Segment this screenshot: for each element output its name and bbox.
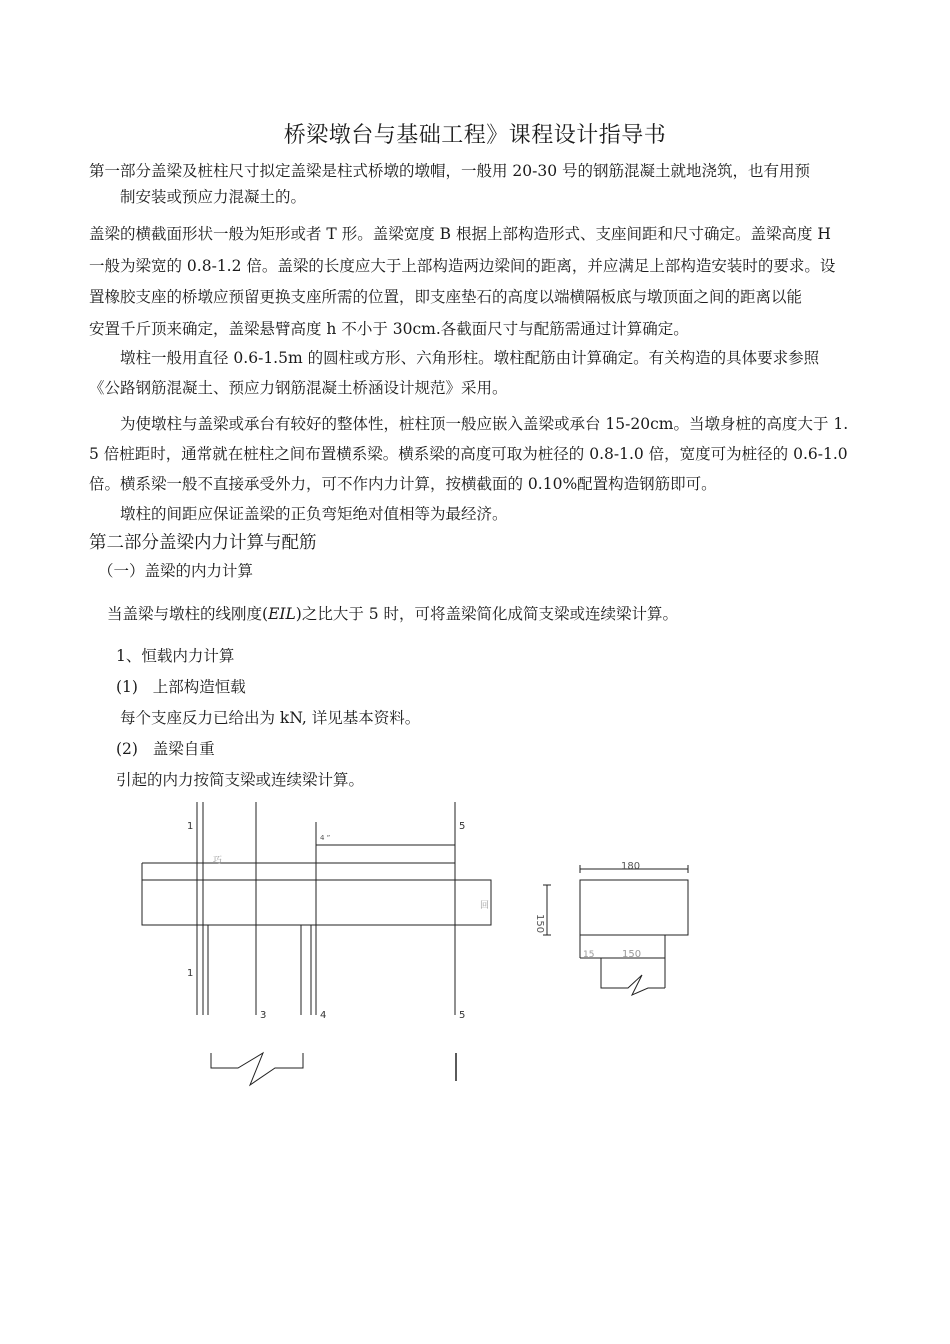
drawing-dimension: 150 bbox=[622, 949, 642, 960]
drawing-dimension: 15 bbox=[583, 950, 595, 960]
drawing-dimension: 150 bbox=[534, 914, 545, 934]
paragraph-line: 盖梁的横截面形状一般为矩形或者 T 形。盖梁宽度 B 根据上部构造形式、支座间距和尺寸确定。盖梁高度 H bbox=[89, 225, 831, 243]
drawing-label: 5 bbox=[459, 1010, 466, 1021]
self-weight-text: 引起的内力按简支梁或连续梁计算。 bbox=[116, 771, 365, 789]
cap-beam-self-weight-item: (2) 盖梁自重 bbox=[116, 740, 215, 758]
drawing-label: 1 bbox=[187, 968, 194, 979]
part1-paragraph-1-line: 制安装或预应力混凝土的。 bbox=[120, 188, 307, 206]
paragraph-text: )之比大于 5 时，可将盖梁简化成简支梁或连续梁计算。 bbox=[295, 605, 679, 623]
eil-symbol: EIL bbox=[268, 605, 296, 623]
support-reaction-text: 每个支座反力已给出为 kN, 详见基本资料。 bbox=[120, 709, 421, 727]
paragraph-line: 墩柱一般用直径 0.6-1.5m 的圆柱或方形、六角形柱。墩柱配筋由计算确定。有关构造的具体要求参照 bbox=[120, 349, 820, 367]
dead-load-heading: 1、恒载内力计算 bbox=[116, 647, 235, 665]
paragraph-line: 倍。横系梁一般不直接承受外力，可不作内力计算，按横截面的 0.10%配置构造钢筋即可。 bbox=[89, 475, 717, 493]
part2-heading: 第二部分盖梁内力计算与配筋 bbox=[89, 533, 317, 553]
paragraph-line: 为使墩柱与盖梁或承台有较好的整体性，桩柱顶一般应嵌入盖梁或承台 15-20cm。当墩身桩的高度大于 1. bbox=[120, 415, 849, 433]
paragraph-text: 当盖梁与墩柱的线刚度( bbox=[107, 605, 269, 623]
part2-subheading: （一）盖梁的内力计算 bbox=[98, 562, 254, 580]
paragraph-line: 《公路钢筋混凝土、预应力钢筋混凝土桥涵设计规范》采用。 bbox=[89, 379, 508, 397]
drawing-label: 1 bbox=[187, 821, 194, 832]
drawing-label: 回 bbox=[480, 901, 490, 911]
superstructure-dead-load-item: (1) 上部构造恒载 bbox=[116, 678, 246, 696]
drawing-dimension: 180 bbox=[621, 861, 641, 872]
document-title: 桥梁墩台与基础工程》课程设计指导书 bbox=[283, 123, 667, 148]
drawing-label: 4 bbox=[320, 1010, 327, 1021]
cap-beam-elevation-drawing bbox=[142, 802, 491, 1085]
drawing-label: 巧 bbox=[213, 856, 223, 866]
drawing-label: 3 bbox=[260, 1010, 267, 1021]
part1-paragraph-1-line: 第一部分盖梁及桩柱尺寸拟定盖梁是柱式桥墩的墩帽，一般用 20-30 号的钢筋混凝土就地浇筑，也有用预 bbox=[89, 162, 811, 180]
paragraph-line: 一般为梁宽的 0.8-1.2 倍。盖梁的长度应大于上部构造两边梁间的距离，并应满足上部构造安装时的要求。设 bbox=[89, 256, 836, 275]
drawing-label: 5 bbox=[459, 821, 466, 832]
cap-beam-cross-section-drawing bbox=[543, 865, 688, 995]
paragraph-line: 5 倍桩距时，通常就在桩柱之间布置横系梁。横系梁的高度可取为桩径的 0.8-1.0 倍，宽度可为桩径的 0.6-1.0 bbox=[89, 445, 848, 463]
paragraph-line: 安置千斤顶来确定，盖梁悬臂高度 h 不小于 30cm.各截面尺寸与配筋需通过计算确定。 bbox=[89, 319, 689, 338]
paragraph-line: 置橡胶支座的桥墩应预留更换支座所需的位置，即支座垫石的高度以端横隔板底与墩顶面之间的距离以能 bbox=[89, 288, 803, 306]
drawing-label: 4 ” bbox=[320, 834, 331, 842]
paragraph-line: 墩柱的间距应保证盖梁的正负弯矩绝对值相等为最经济。 bbox=[120, 505, 508, 523]
